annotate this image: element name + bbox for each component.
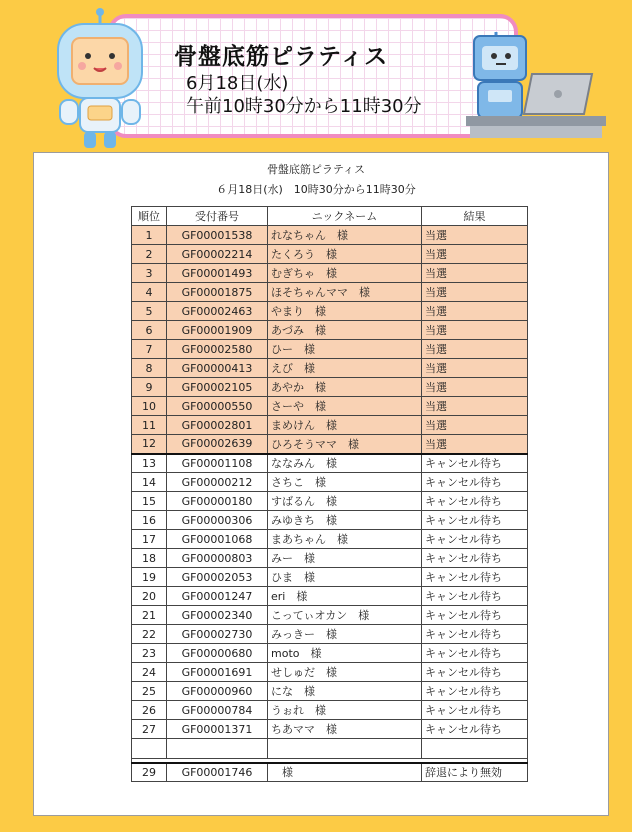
empty-cell (268, 739, 422, 759)
cell-nickname: れなちゃん 様 (268, 226, 422, 245)
lottery-results-table (131, 206, 528, 782)
table-row (132, 340, 528, 359)
robot-laptop-icon (466, 30, 606, 142)
table-row (132, 530, 528, 549)
cell-rank: 10 (132, 397, 167, 416)
cell-receipt-number: GF00000960 (167, 682, 268, 701)
cell-rank: 14 (132, 473, 167, 492)
cell-result: キャンセル待ち (422, 644, 528, 663)
cell-result: 当選 (422, 340, 528, 359)
cell-result: 当選 (422, 397, 528, 416)
cell-nickname: ひー 様 (268, 340, 422, 359)
cell-rank: 15 (132, 492, 167, 511)
cell-receipt-number: GF00000680 (167, 644, 268, 663)
cell-receipt-number: GF00001371 (167, 720, 268, 739)
cell-receipt-number: GF00000550 (167, 397, 268, 416)
cell-result: 当選 (422, 245, 528, 264)
table-row-withdrawn (132, 763, 528, 782)
cell-rank: 11 (132, 416, 167, 435)
table-header-row (132, 207, 528, 226)
table-row (132, 264, 528, 283)
cell-result: 当選 (422, 264, 528, 283)
cell-result: キャンセル待ち (422, 492, 528, 511)
cell-nickname: ななみん 様 (268, 454, 422, 473)
cell-result: キャンセル待ち (422, 720, 528, 739)
table-row (132, 606, 528, 625)
table-row (132, 720, 528, 739)
robot-astronaut-icon (52, 6, 148, 152)
cell-receipt-number: GF00002214 (167, 245, 268, 264)
table-row (132, 644, 528, 663)
sheet-subtitle: ６月18日(水) 10時30分から11時30分 (216, 183, 416, 196)
cell-receipt-number: GF00000413 (167, 359, 268, 378)
cell-receipt-number: GF00002340 (167, 606, 268, 625)
cell-nickname: moto 様 (268, 644, 422, 663)
table-empty-row (132, 739, 528, 759)
cell-rank: 23 (132, 644, 167, 663)
cell-nickname: さーや 様 (268, 397, 422, 416)
table-row (132, 663, 528, 682)
cell-receipt-number: GF00001068 (167, 530, 268, 549)
cell-result: 当選 (422, 435, 528, 454)
table-row (132, 492, 528, 511)
table-row (132, 682, 528, 701)
cell-result: 当選 (422, 226, 528, 245)
cell-receipt-number: GF00002730 (167, 625, 268, 644)
table-row (132, 302, 528, 321)
cell-rank: 3 (132, 264, 167, 283)
cell-receipt-number: GF00000784 (167, 701, 268, 720)
table-row (132, 511, 528, 530)
cell-receipt-number: GF00002801 (167, 416, 268, 435)
cell-result: キャンセル待ち (422, 549, 528, 568)
cell-nickname: あづみ 様 (268, 321, 422, 340)
cell-nickname: ほそちゃんママ 様 (268, 283, 422, 302)
cell-rank: 19 (132, 568, 167, 587)
cell-rank: 20 (132, 587, 167, 606)
banner-date: 6月18日(水) (186, 73, 289, 94)
cell-result: キャンセル待ち (422, 473, 528, 492)
cell-receipt-number: GF00001247 (167, 587, 268, 606)
cell-result: キャンセル待ち (422, 606, 528, 625)
banner-time: 午前10時30分から11時30分 (186, 96, 422, 117)
table-row (132, 454, 528, 473)
empty-cell (422, 739, 528, 759)
cell-receipt-number: GF00001746 (167, 763, 268, 782)
header-receipt-number: 受付番号 (167, 207, 268, 226)
header-result: 結果 (422, 207, 528, 226)
cell-rank: 29 (132, 763, 167, 782)
cell-result: キャンセル待ち (422, 682, 528, 701)
cell-rank: 18 (132, 549, 167, 568)
table-row (132, 321, 528, 340)
table-row (132, 397, 528, 416)
cell-rank: 8 (132, 359, 167, 378)
cell-rank: 6 (132, 321, 167, 340)
cell-receipt-number: GF00000212 (167, 473, 268, 492)
table-row (132, 359, 528, 378)
cell-rank: 9 (132, 378, 167, 397)
cell-nickname: まあちゃん 様 (268, 530, 422, 549)
cell-receipt-number: GF00001691 (167, 663, 268, 682)
cell-result: キャンセル待ち (422, 530, 528, 549)
cell-result: キャンセル待ち (422, 587, 528, 606)
cell-nickname: せしゅだ 様 (268, 663, 422, 682)
cell-result: キャンセル待ち (422, 568, 528, 587)
cell-result: キャンセル待ち (422, 454, 528, 473)
cell-result: 辞退により無効 (422, 763, 528, 782)
sheet-title: 骨盤底筋ピラティス (266, 163, 366, 176)
cell-receipt-number: GF00002639 (167, 435, 268, 454)
table-row (132, 701, 528, 720)
cell-rank: 21 (132, 606, 167, 625)
table-body (132, 226, 528, 782)
table-row (132, 226, 528, 245)
header-banner (108, 14, 518, 138)
cell-nickname: ひろそうママ 様 (268, 435, 422, 454)
cell-nickname: うぉれ 様 (268, 701, 422, 720)
cell-rank: 5 (132, 302, 167, 321)
cell-nickname: 様 (268, 763, 422, 782)
empty-cell (167, 739, 268, 759)
cell-receipt-number: GF00000803 (167, 549, 268, 568)
cell-rank: 12 (132, 435, 167, 454)
cell-rank: 26 (132, 701, 167, 720)
cell-result: 当選 (422, 359, 528, 378)
table-row (132, 587, 528, 606)
cell-receipt-number: GF00002463 (167, 302, 268, 321)
cell-result: 当選 (422, 283, 528, 302)
cell-nickname: やまり 様 (268, 302, 422, 321)
cell-result: 当選 (422, 302, 528, 321)
table-row (132, 416, 528, 435)
cell-receipt-number: GF00001493 (167, 264, 268, 283)
cell-rank: 1 (132, 226, 167, 245)
cell-rank: 17 (132, 530, 167, 549)
cell-result: キャンセル待ち (422, 701, 528, 720)
cell-rank: 25 (132, 682, 167, 701)
cell-rank: 22 (132, 625, 167, 644)
cell-receipt-number: GF00000180 (167, 492, 268, 511)
cell-receipt-number: GF00001538 (167, 226, 268, 245)
cell-nickname: ひま 様 (268, 568, 422, 587)
cell-receipt-number: GF00001875 (167, 283, 268, 302)
cell-result: 当選 (422, 378, 528, 397)
table-row (132, 378, 528, 397)
cell-result: キャンセル待ち (422, 663, 528, 682)
cell-nickname: すばるん 様 (268, 492, 422, 511)
header-nickname: ニックネーム (268, 207, 422, 226)
table-row (132, 473, 528, 492)
table-row (132, 568, 528, 587)
cell-nickname: あやか 様 (268, 378, 422, 397)
cell-receipt-number: GF00002580 (167, 340, 268, 359)
cell-nickname: さちこ 様 (268, 473, 422, 492)
cell-nickname: みっきー 様 (268, 625, 422, 644)
cell-nickname: にな 様 (268, 682, 422, 701)
cell-rank: 24 (132, 663, 167, 682)
cell-nickname: こってぃオカン 様 (268, 606, 422, 625)
cell-rank: 2 (132, 245, 167, 264)
cell-nickname: たくろう 様 (268, 245, 422, 264)
cell-result: 当選 (422, 416, 528, 435)
cell-rank: 27 (132, 720, 167, 739)
cell-receipt-number: GF00002053 (167, 568, 268, 587)
cell-receipt-number: GF00000306 (167, 511, 268, 530)
cell-rank: 13 (132, 454, 167, 473)
table-row (132, 283, 528, 302)
banner-title: 骨盤底筋ピラティス (174, 44, 389, 70)
header-rank: 順位 (132, 207, 167, 226)
table-row (132, 245, 528, 264)
cell-nickname: ちあママ 様 (268, 720, 422, 739)
table-row (132, 549, 528, 568)
cell-rank: 16 (132, 511, 167, 530)
cell-result: キャンセル待ち (422, 511, 528, 530)
table-row (132, 625, 528, 644)
cell-result: キャンセル待ち (422, 625, 528, 644)
table-row (132, 435, 528, 454)
cell-nickname: むぎちゃ 様 (268, 264, 422, 283)
cell-result: 当選 (422, 321, 528, 340)
cell-nickname: まめけん 様 (268, 416, 422, 435)
cell-nickname: みゆきち 様 (268, 511, 422, 530)
cell-receipt-number: GF00001909 (167, 321, 268, 340)
cell-nickname: eri 様 (268, 587, 422, 606)
empty-cell (132, 739, 167, 759)
cell-rank: 7 (132, 340, 167, 359)
cell-nickname: えび 様 (268, 359, 422, 378)
cell-rank: 4 (132, 283, 167, 302)
cell-nickname: みー 様 (268, 549, 422, 568)
cell-receipt-number: GF00002105 (167, 378, 268, 397)
cell-receipt-number: GF00001108 (167, 454, 268, 473)
